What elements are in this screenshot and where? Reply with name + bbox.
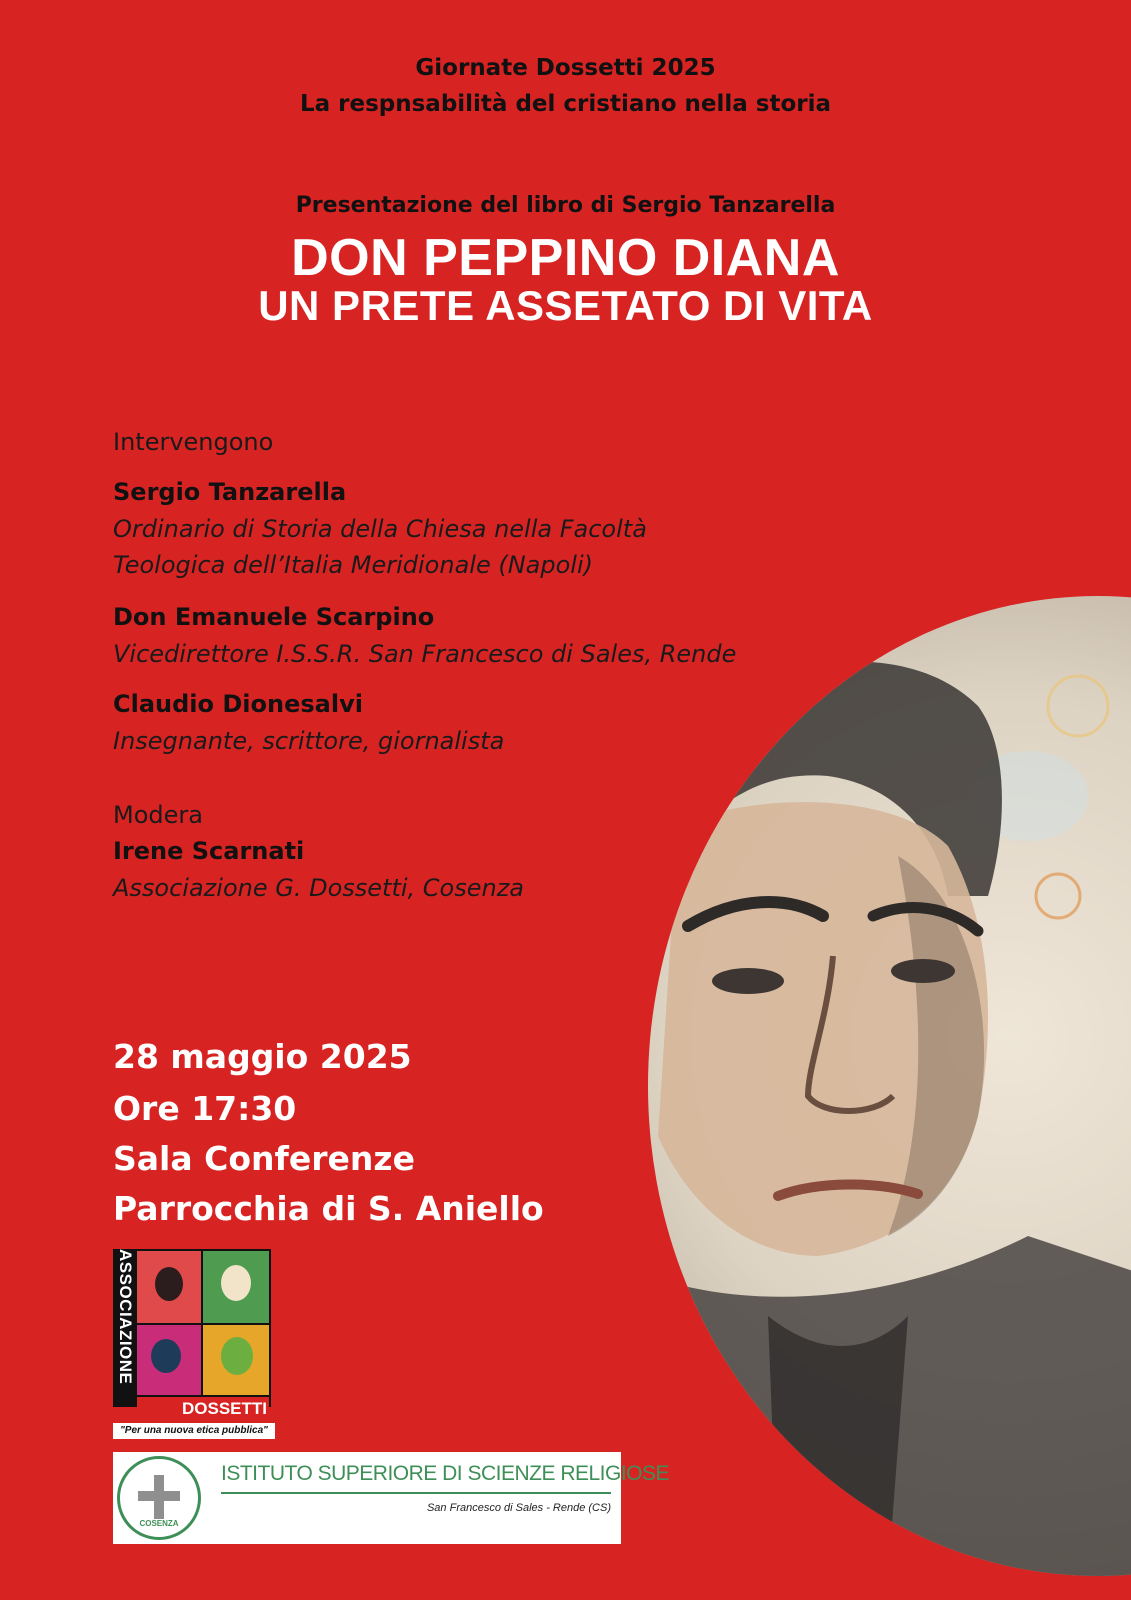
association-dossetti-logo — [113, 1249, 271, 1441]
institute-divider — [221, 1492, 611, 1494]
speakers-label: Intervengono — [113, 428, 274, 456]
logo-tile — [203, 1325, 269, 1395]
presentation-intro: Presentazione del libro di Sergio Tanzarella — [295, 193, 836, 218]
event-date: 28 maggio 2025 — [113, 1037, 412, 1076]
speaker-role: Vicedirettore I.S.S.R. San Francesco di Sales, Rende — [113, 640, 737, 668]
moderator-label: Modera — [113, 801, 203, 829]
logo-tile — [137, 1325, 201, 1395]
event-series-subtitle: La respnsabilità del cristiano nella storia — [299, 91, 832, 117]
speaker-name: Sergio Tanzarella — [113, 478, 347, 506]
logo-vertical-text — [115, 1249, 135, 1429]
moderator-name: Irene Scarnati — [113, 837, 305, 865]
book-title-line2: UN PRETE ASSETATO DI VITA — [258, 282, 873, 329]
book-title-line1: DON PEPPINO DIANA — [291, 229, 840, 287]
speaker-name: Don Emanuele Scarpino — [113, 603, 435, 631]
institute-logo — [113, 1452, 670, 1544]
moderator-role: Associazione G. Dossetti, Cosenza — [113, 874, 524, 902]
speaker-role: Ordinario di Storia della Chiesa nella Facoltà — [113, 515, 647, 543]
logo-vertical-label: ASSOCIAZIONE — [116, 1249, 135, 1385]
event-series-title: Giornate Dossetti 2025 — [415, 55, 716, 81]
portrait-drawing — [648, 596, 1131, 1576]
speaker-role: Insegnante, scrittore, giornalista — [113, 727, 505, 755]
portrait-illustration — [648, 596, 1131, 1576]
speaker-role: Teologica dell’Italia Meridionale (Napoli) — [113, 551, 593, 579]
institute-title: ISTITUTO SUPERIORE DI SCIENZE RELIGIOSE — [221, 1462, 670, 1485]
institute-subtitle: San Francesco di Sales - Rende (CS) — [426, 1502, 611, 1514]
institute-seal — [117, 1456, 201, 1540]
event-time: Ore 17:30 — [113, 1089, 297, 1128]
speaker-name: Claudio Dionesalvi — [113, 690, 363, 718]
event-place: Sala Conferenze — [113, 1139, 415, 1178]
logo-association-name: DOSSETTI — [137, 1397, 269, 1421]
logo-tile — [203, 1251, 269, 1323]
logo-tile — [137, 1251, 201, 1323]
logo-tagline: "Per una nuova etica pubblica" — [113, 1423, 275, 1439]
seal-label: COSENZA — [139, 1519, 179, 1528]
event-venue: Parrocchia di S. Aniello — [113, 1189, 544, 1228]
